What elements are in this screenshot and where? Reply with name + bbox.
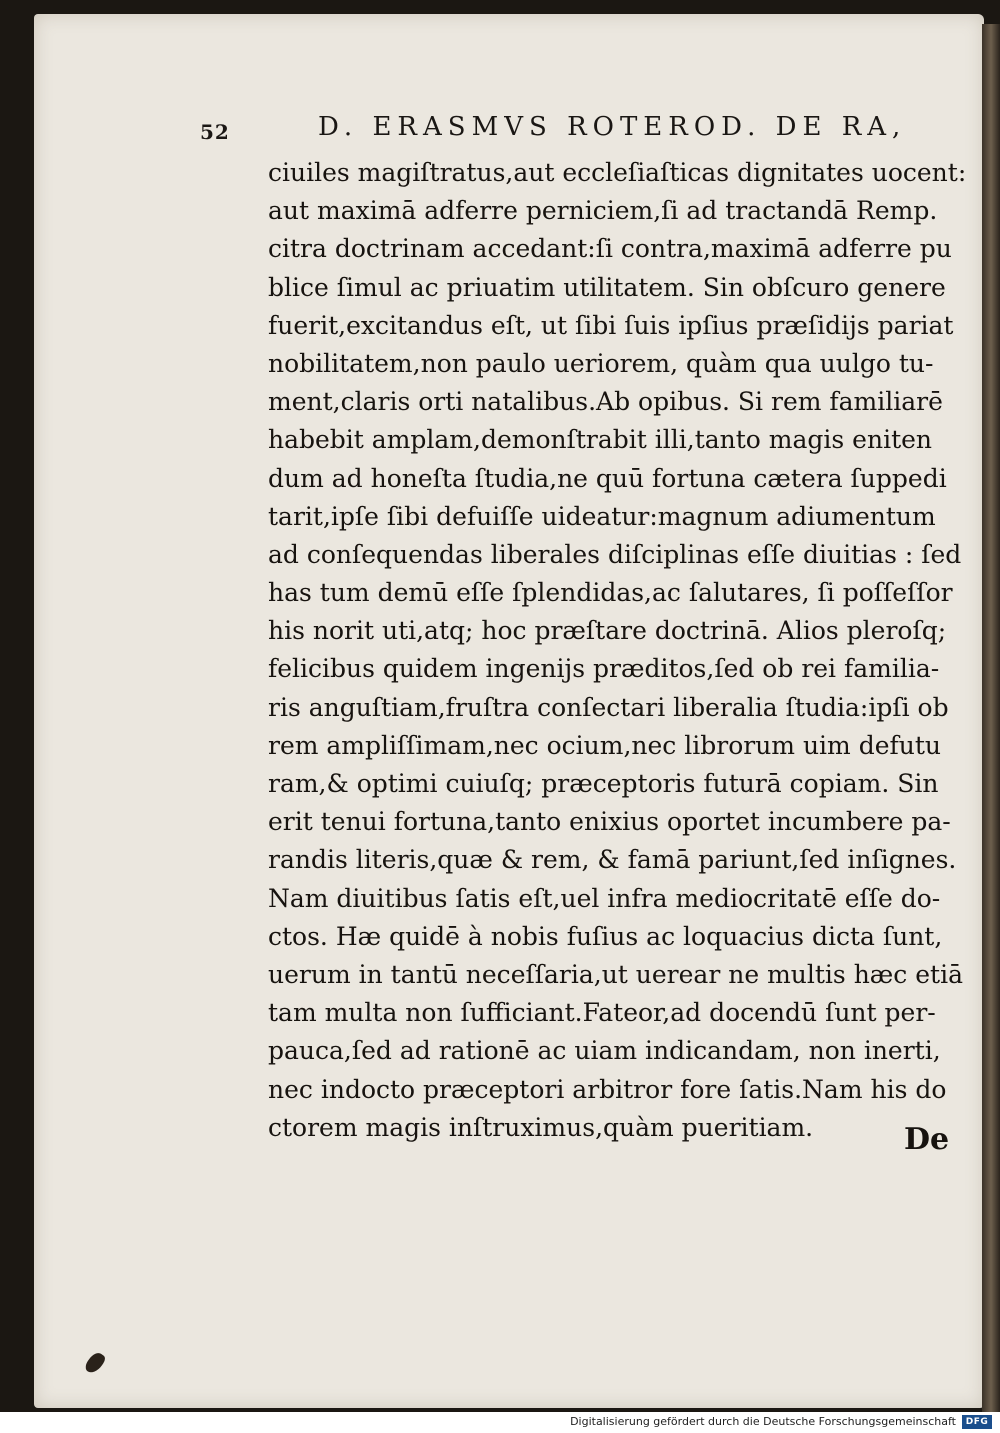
text-line: dum ad honeſta ſtudia,ne quū fortuna cætera ſuppedi [268,463,947,493]
text-line: randis literis,quæ & rem, & famā pariunt,ſed inſignes. [268,845,957,875]
running-head-title: D. ERASMVS ROTEROD. DE RA, [318,112,907,142]
text-line: tam multa non ſufficiant.Fateor,ad docendū ſunt per- [268,998,936,1028]
text-line: Nam diuitibus ſatis eſt,uel infra mediocritatē eſſe do- [268,883,941,913]
text-line: has tum demū eſſe ſplendidas,ac ſalutares, ſi poſſeſſor [268,578,953,608]
text-line: uerum in tantū neceſſaria,ut uerear ne multis hæc etiā [268,959,963,989]
funding-credit: Digitalisierung gefördert durch die Deutsche Forschungsgemeinschaft [570,1415,956,1428]
digitization-footer [0,1412,1000,1433]
text-line: habebit amplam,demonſtrabit illi,tanto magis eniten [268,425,933,455]
text-line: citra doctrinam accedant:ſi contra,maximā adferre pu [268,234,952,264]
text-line: erit tenui fortuna,tanto enixius oportet incumbere pa- [268,807,951,837]
text-line: tarit,ipſe ſibi defuiſſe uideatur:magnum adiumentum [268,501,936,531]
dfg-logo: DFG [962,1415,992,1429]
running-head [200,112,930,146]
text-line: ctorem magis inſtruximus,quàm pueritiam. [268,1112,814,1142]
folio-number: 52 [200,120,230,144]
text-line: his norit uti,atq; hoc præſtare doctrinā. Alios pleroſq; [268,616,947,646]
text-line: nec indocto præceptori arbitror fore ſatis.Nam his do [268,1074,947,1104]
page-edge [982,24,1000,1412]
text-line: ris anguſtiam,fruſtra conſectari liberalia ſtudia:ipſi ob [268,692,949,722]
text-line: felicibus quidem ingenijs præditos,ſed ob rei familia- [268,654,940,684]
text-line: ment,claris orti natalibus.Ab opibus. Si rem familiarē [268,387,943,417]
text-line: blice ſimul ac priuatim utilitatem. Sin obſcuro genere [268,272,946,302]
text-line: ctos. Hæ quidē à nobis fuſius ac loquacius dicta ſunt, [268,921,943,951]
text-line: pauca,ſed ad rationē ac uiam indicandam, non inerti, [268,1036,941,1066]
text-line: ad conſequendas liberales diſciplinas eſſe diuitias : ſed [268,539,962,569]
text-line: nobilitatem,non paulo ueriorem, quàm qua uulgo tu- [268,348,934,378]
text-line: fuerit,excitandus eſt, ut ſibi ſuis ipſius præſidijs pariat [268,310,954,340]
catchword: De [904,1122,950,1157]
text-line: ciuiles magiſtratus,aut eccleſiaſticas dignitates uocent: [268,158,967,187]
text-line: rem ampliſſimam,nec ocium,nec librorum uim defutu [268,730,942,760]
text-line: aut maximā adferre perniciem,ſi ad tractandā Remp. [268,196,938,226]
body-text [268,154,967,1147]
text-line: ram,& optimi cuiuſq; præceptoris futurā copiam. Sin [268,769,939,798]
